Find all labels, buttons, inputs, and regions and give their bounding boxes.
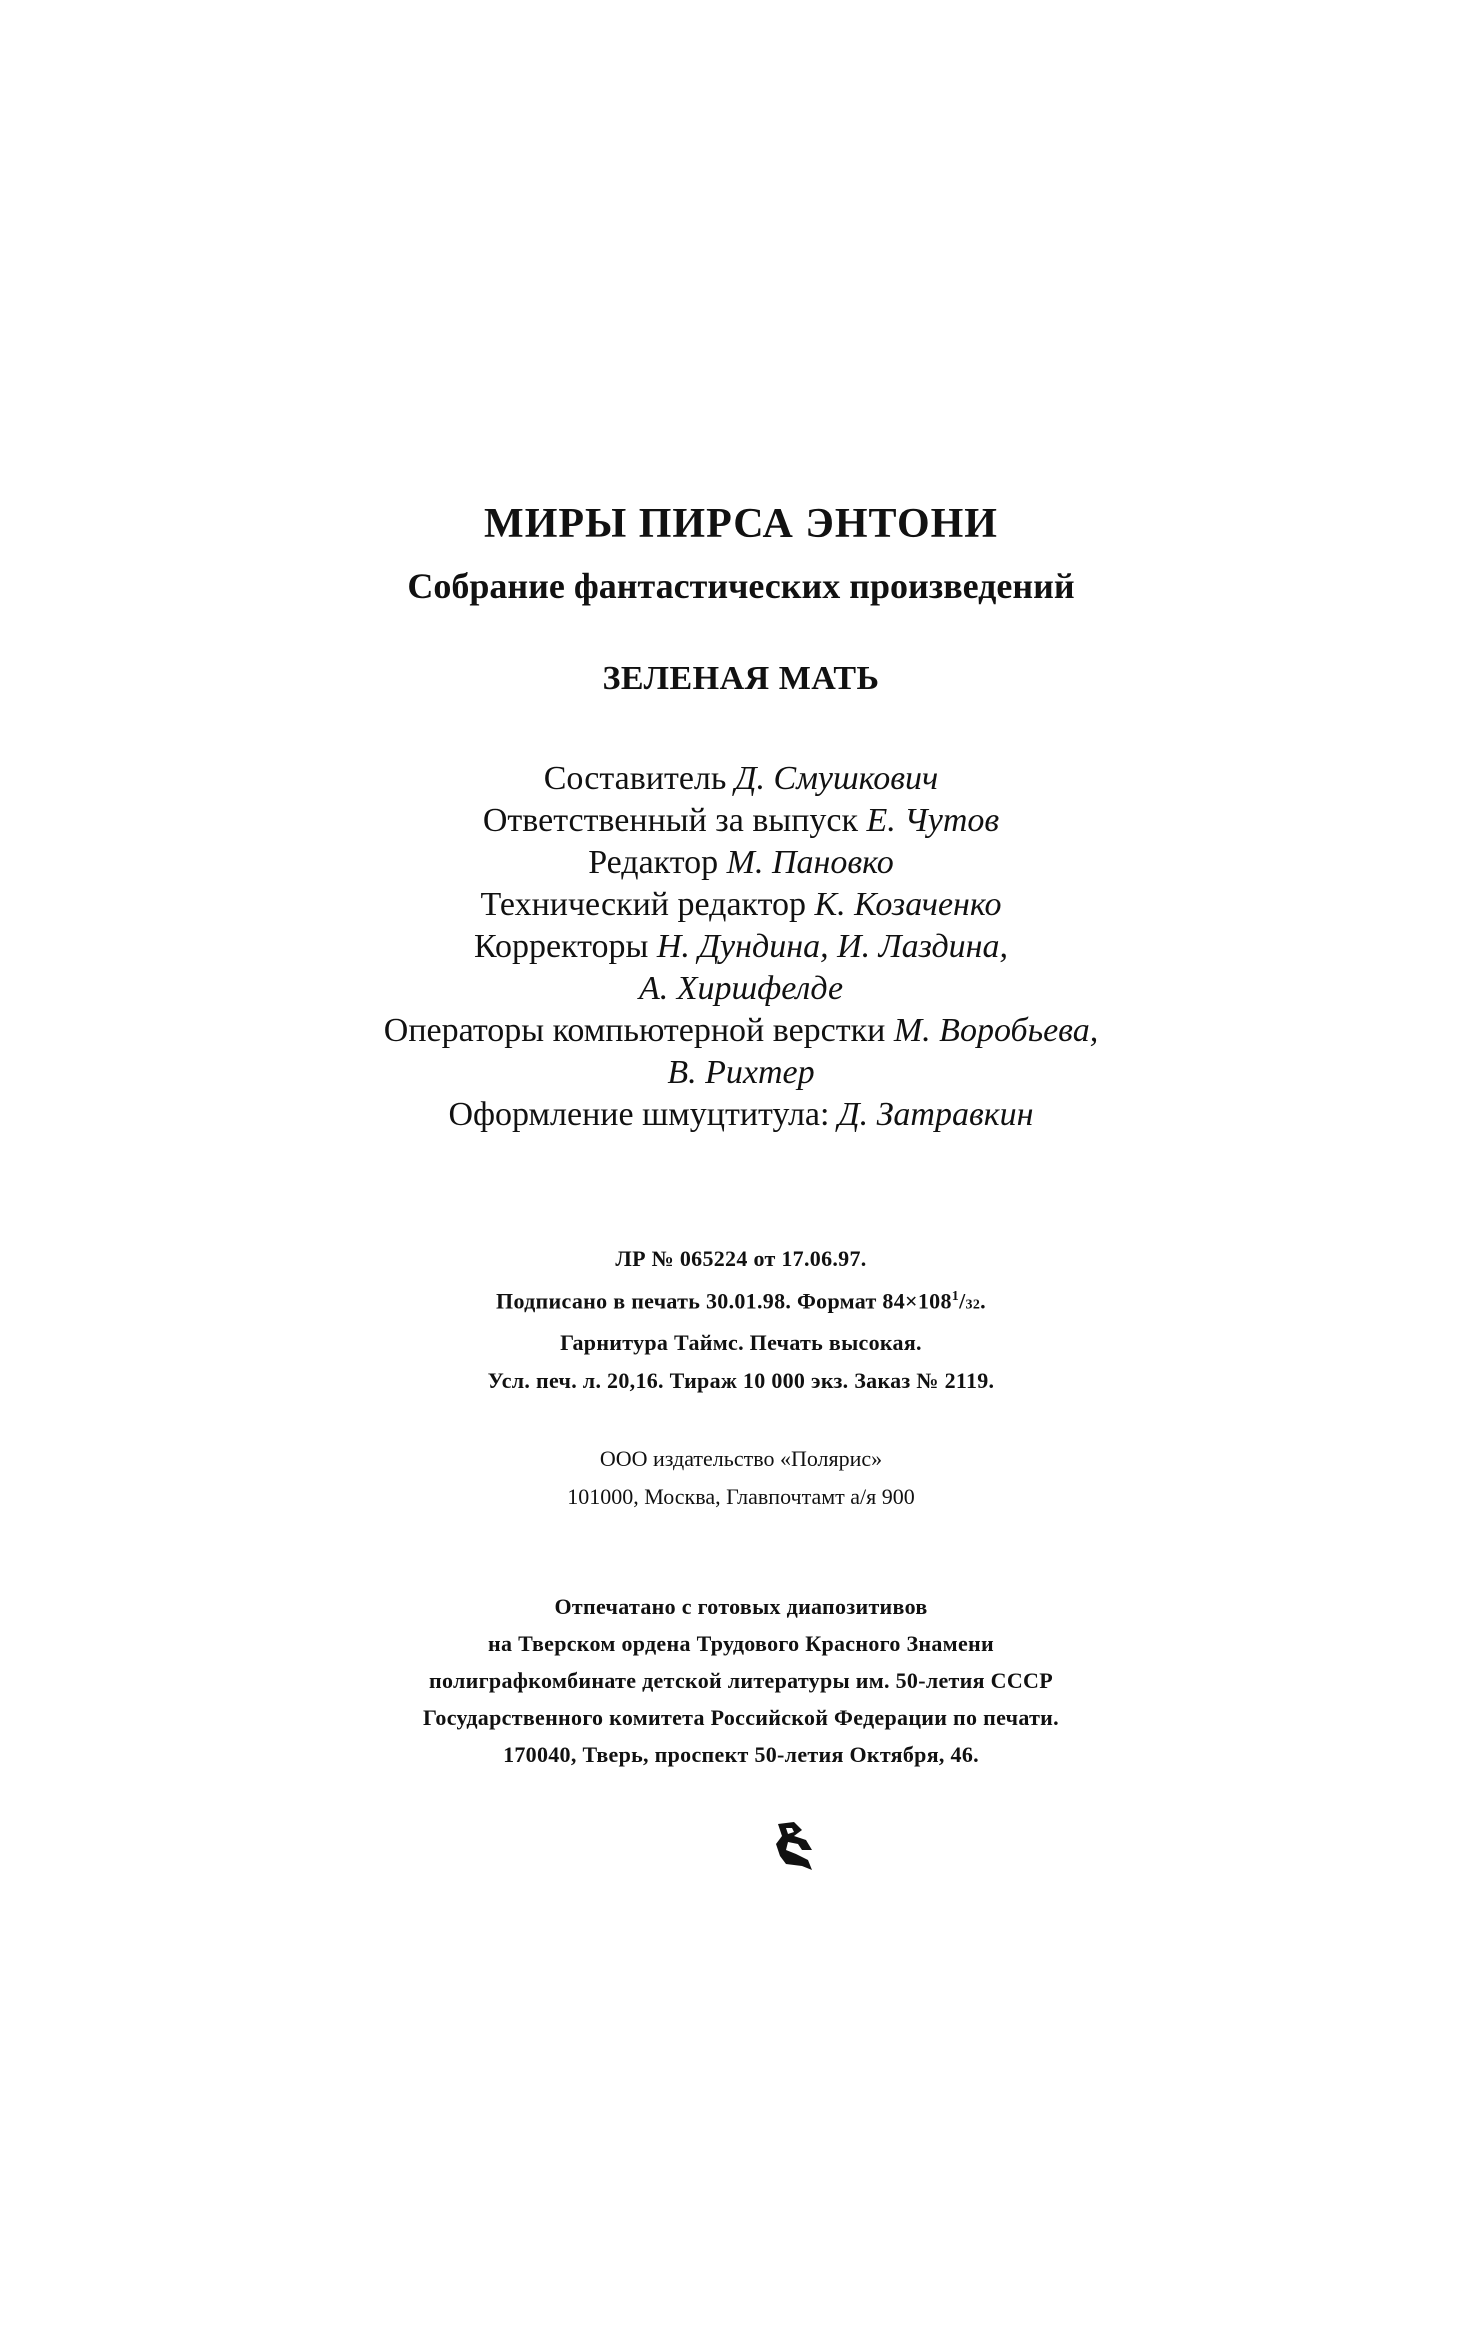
credit-line: Операторы компьютерной верстки М. Воробьева,: [383, 1012, 1099, 1049]
printer-logo-icon: [772, 1820, 818, 1872]
publisher-name: ООО издательство «Полярис»: [599, 1446, 883, 1471]
printer-line: Государственного комитета Российской Федерации по печати.: [423, 1705, 1059, 1730]
credit-line: В. Рихтер: [667, 1054, 815, 1091]
credit-line: Составитель Д. Смушкович: [543, 760, 939, 797]
typeface-line: Гарнитура Таймс. Печать высокая.: [560, 1330, 922, 1356]
printer-line: на Тверском ордена Трудового Красного Знамени: [488, 1631, 994, 1656]
series-subtitle: Собрание фантастических произведений: [407, 566, 1075, 606]
printer-line: Отпечатано с готовых диапозитивов: [554, 1594, 928, 1619]
credit-line: Редактор М. Пановко: [588, 844, 894, 881]
credit-line: Оформление шмуцтитула: Д. Затравкин: [448, 1096, 1034, 1133]
credit-line: Технический редактор К. Козаченко: [480, 886, 1002, 923]
printer-line: 170040, Тверь, проспект 50-летия Октября, 46.: [503, 1742, 979, 1767]
printer-line: полиграфкомбинате детской литературы им. 50-летия СССР: [429, 1668, 1053, 1693]
license-line: ЛР № 065224 от 17.06.97.: [615, 1246, 867, 1271]
credit-line: Корректоры Н. Дундина, И. Лаздина,: [473, 928, 1009, 965]
credits-list: [0, 758, 1482, 1136]
series-title: МИРЫ ПИРСА ЭНТОНИ: [484, 501, 998, 547]
book-title: ЗЕЛЕНАЯ МАТЬ: [602, 660, 880, 697]
signed-format-line: Подписано в печать 30.01.98. Формат $84\times 108^1/32$.: [496, 1288, 986, 1314]
publisher-info: [0, 1440, 1482, 1516]
print-run-line: Усл. печ. л. 20,16. Тираж 10 000 экз. Заказ № 2119.: [487, 1368, 995, 1394]
printer-info: [0, 1588, 1482, 1773]
credit-line: Ответственный за выпуск Е. Чутов: [482, 802, 1000, 839]
credit-line: А. Хиршфелде: [638, 970, 844, 1007]
imprint-details: [0, 1240, 1482, 1400]
publisher-address: 101000, Москва, Главпочтамт а/я 900: [567, 1484, 915, 1509]
